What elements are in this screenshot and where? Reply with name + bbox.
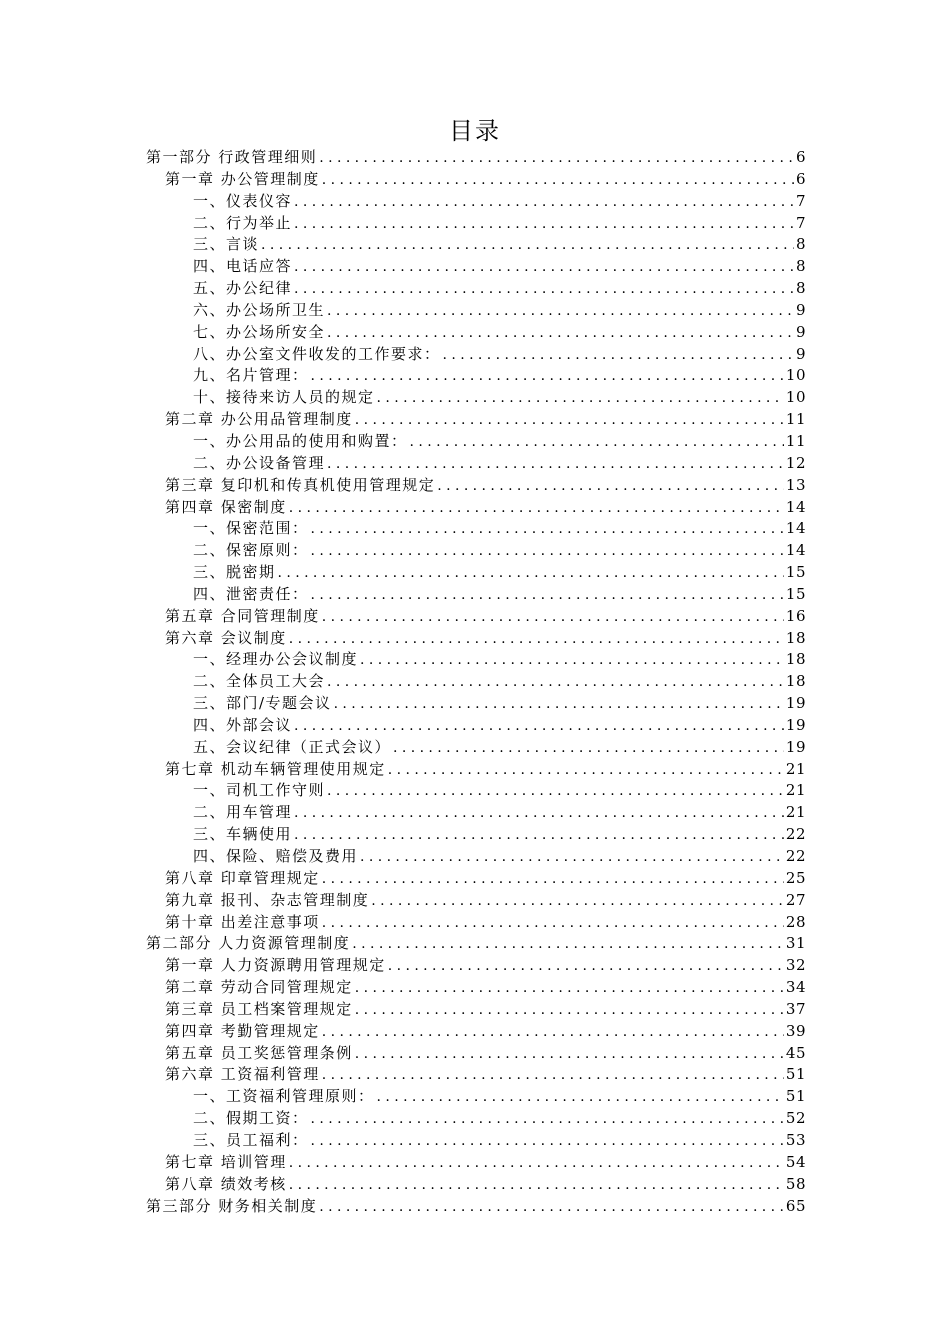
toc-entry[interactable] <box>146 693 806 715</box>
toc-entry-page-number: 54 <box>785 1152 806 1171</box>
toc-entry-label: 五、会议纪律（正式会议） <box>193 737 392 756</box>
toc-entry-page-number: 53 <box>785 1130 806 1149</box>
page-title: 目录 <box>449 117 501 145</box>
toc-entry-page-number: 58 <box>785 1174 806 1193</box>
toc-entry-label: 四、泄密责任： <box>193 584 309 603</box>
toc-dot-leader <box>334 694 784 716</box>
toc-dot-leader <box>355 410 784 432</box>
toc-entry-page-number: 34 <box>785 978 806 997</box>
toc-entry-label: 三、车辆使用 <box>193 825 293 844</box>
toc-dot-leader <box>311 1109 784 1131</box>
toc-entry[interactable] <box>146 824 806 846</box>
toc-entry-page-number: 21 <box>785 803 806 822</box>
toc-dot-leader <box>289 1175 784 1197</box>
toc-dot-leader <box>322 1065 784 1087</box>
toc-entry-label: 第四章 保密制度 <box>165 497 287 516</box>
toc-dot-leader <box>388 760 784 782</box>
toc-dot-leader <box>311 1131 784 1153</box>
toc-entry[interactable] <box>146 802 806 824</box>
toc-dot-leader <box>388 956 784 978</box>
toc-entry-page-number: 51 <box>785 1087 806 1106</box>
toc-dot-leader <box>355 1000 784 1022</box>
toc-dot-leader <box>437 476 784 498</box>
toc-dot-leader <box>322 1022 784 1044</box>
toc-entry-page-number: 19 <box>785 715 806 734</box>
toc-entry[interactable] <box>146 300 806 322</box>
toc-entry-label: 二、办公设备管理 <box>193 453 326 472</box>
toc-entry[interactable] <box>146 628 806 650</box>
toc-dot-leader <box>377 388 784 410</box>
toc-entry[interactable] <box>146 1086 806 1108</box>
toc-entry-label: 三、部门/专题会议 <box>193 694 332 713</box>
toc-dot-leader <box>322 869 784 891</box>
toc-entry-label: 四、外部会议 <box>193 715 293 734</box>
toc-entry[interactable] <box>146 606 806 628</box>
toc-dot-leader <box>410 432 784 454</box>
table-of-contents <box>146 147 806 1217</box>
toc-entry-page-number: 22 <box>785 825 806 844</box>
toc-entry[interactable] <box>146 912 806 934</box>
toc-entry[interactable] <box>146 169 806 191</box>
toc-entry-label: 一、司机工作守则 <box>193 781 326 800</box>
toc-entry[interactable] <box>146 1196 806 1218</box>
toc-entry-label: 第三部分 财务相关制度 <box>146 1196 318 1215</box>
toc-dot-leader <box>360 847 784 869</box>
toc-entry[interactable] <box>146 737 806 759</box>
toc-entry[interactable] <box>146 671 806 693</box>
toc-entry-label: 四、电话应答 <box>193 257 293 276</box>
toc-dot-leader <box>294 716 784 738</box>
toc-dot-leader <box>322 607 784 629</box>
toc-entry-label: 二、行为举止 <box>193 213 293 232</box>
toc-entry[interactable] <box>146 562 806 584</box>
toc-dot-leader <box>371 891 784 913</box>
toc-entry-label: 一、保密范围： <box>193 519 309 538</box>
toc-entry-label: 第二章 劳动合同管理规定 <box>165 978 353 997</box>
toc-entry-label: 第八章 绩效考核 <box>165 1174 287 1193</box>
toc-entry-label: 第六章 工资福利管理 <box>165 1065 320 1084</box>
toc-dot-leader <box>327 672 784 694</box>
toc-dot-leader <box>311 519 784 541</box>
toc-entry-page-number: 8 <box>795 257 806 276</box>
toc-dot-leader <box>355 1044 784 1066</box>
toc-entry-page-number: 22 <box>785 847 806 865</box>
toc-entry-page-number: 45 <box>785 1043 806 1062</box>
toc-entry-label: 第一章 办公管理制度 <box>165 169 320 188</box>
toc-entry-page-number: 10 <box>785 366 806 385</box>
toc-entry-label: 第四章 考勤管理规定 <box>165 1021 320 1040</box>
toc-entry-page-number: 19 <box>785 694 806 713</box>
toc-entry-label: 二、用车管理 <box>193 803 293 822</box>
toc-dot-leader <box>327 454 784 476</box>
toc-dot-leader <box>322 170 794 192</box>
toc-entry-page-number: 32 <box>785 956 806 975</box>
toc-dot-leader <box>261 235 794 257</box>
toc-entry[interactable] <box>146 1021 806 1043</box>
toc-dot-leader <box>294 257 794 279</box>
toc-dot-leader <box>278 563 784 585</box>
toc-entry-label: 三、言谈 <box>193 235 260 254</box>
toc-entry-page-number: 28 <box>785 912 806 931</box>
toc-entry[interactable] <box>146 344 806 366</box>
toc-dot-leader <box>311 366 784 388</box>
toc-entry-page-number: 37 <box>785 999 806 1018</box>
toc-entry-page-number: 12 <box>785 453 806 472</box>
toc-entry[interactable] <box>146 540 806 562</box>
toc-entry-page-number: 6 <box>795 148 806 166</box>
toc-entry[interactable] <box>146 387 806 409</box>
toc-entry[interactable] <box>146 1174 806 1196</box>
toc-entry[interactable] <box>146 584 806 606</box>
toc-entry-label: 十、接待来访人员的规定 <box>193 388 375 407</box>
toc-entry[interactable] <box>146 1043 806 1065</box>
toc-entry-label: 五、办公纪律 <box>193 279 293 298</box>
toc-entry-page-number: 21 <box>785 781 806 800</box>
toc-entry-page-number: 15 <box>785 563 806 582</box>
toc-entry-label: 第八章 印章管理规定 <box>165 868 320 887</box>
toc-entry-page-number: 9 <box>795 344 806 363</box>
toc-entry-page-number: 15 <box>785 584 806 603</box>
toc-entry-page-number: 11 <box>785 431 806 450</box>
toc-entry[interactable] <box>146 147 806 169</box>
toc-entry[interactable] <box>146 999 806 1021</box>
toc-entry-page-number: 6 <box>795 169 806 188</box>
toc-entry-page-number: 18 <box>785 628 806 647</box>
toc-entry[interactable] <box>146 1130 806 1152</box>
toc-dot-leader <box>289 498 784 520</box>
toc-dot-leader <box>393 738 784 760</box>
toc-entry[interactable] <box>146 780 806 802</box>
toc-entry-page-number: 65 <box>785 1196 806 1215</box>
toc-entry-page-number: 10 <box>785 388 806 407</box>
toc-entry-page-number: 27 <box>785 890 806 909</box>
toc-entry-page-number: 7 <box>795 213 806 232</box>
toc-entry-label: 二、全体员工大会 <box>193 672 326 691</box>
toc-entry-page-number: 52 <box>785 1109 806 1128</box>
toc-entry-page-number: 13 <box>785 475 806 494</box>
toc-entry-label: 四、保险、赔偿及费用 <box>193 847 359 865</box>
toc-entry[interactable] <box>146 213 806 235</box>
toc-entry[interactable] <box>146 933 806 955</box>
toc-entry[interactable] <box>146 278 806 300</box>
toc-entry-label: 九、名片管理： <box>193 366 309 385</box>
toc-entry[interactable] <box>146 453 806 475</box>
toc-entry[interactable] <box>146 431 806 453</box>
toc-entry[interactable] <box>146 365 806 387</box>
toc-entry-label: 第九章 报刊、杂志管理制度 <box>165 890 370 909</box>
toc-entry-page-number: 51 <box>785 1065 806 1084</box>
toc-entry[interactable] <box>146 649 806 671</box>
toc-entry-label: 一、仪表仪容 <box>193 191 293 210</box>
toc-entry-label: 第五章 合同管理制度 <box>165 606 320 625</box>
toc-entry[interactable] <box>146 409 806 431</box>
toc-entry-label: 一、工资福利管理原则： <box>193 1087 375 1106</box>
toc-entry-label: 一、经理办公会议制度 <box>193 650 359 669</box>
toc-entry-page-number: 8 <box>795 235 806 254</box>
toc-dot-leader <box>294 279 794 301</box>
toc-entry-label: 八、办公室文件收发的工作要求： <box>193 344 441 363</box>
toc-dot-leader <box>311 541 784 563</box>
toc-entry[interactable] <box>146 977 806 999</box>
toc-entry[interactable] <box>146 759 806 781</box>
toc-entry-label: 三、脱密期 <box>193 563 276 582</box>
toc-entry-page-number: 9 <box>795 300 806 319</box>
toc-entry[interactable] <box>146 1108 806 1130</box>
toc-dot-leader <box>311 585 784 607</box>
toc-entry-label: 第一章 人力资源聘用管理规定 <box>165 956 386 975</box>
toc-entry-label: 第三章 员工档案管理规定 <box>165 999 353 1018</box>
toc-entry[interactable] <box>146 1064 806 1086</box>
toc-dot-leader <box>289 629 784 651</box>
toc-dot-leader <box>294 825 784 847</box>
toc-entry-label: 第十章 出差注意事项 <box>165 912 320 931</box>
toc-dot-leader <box>352 934 784 956</box>
toc-entry-label: 二、保密原则： <box>193 541 309 560</box>
toc-dot-leader <box>322 913 784 935</box>
toc-entry-page-number: 8 <box>795 279 806 298</box>
toc-entry-page-number: 7 <box>795 191 806 210</box>
toc-entry-page-number: 9 <box>795 322 806 341</box>
toc-entry[interactable] <box>146 868 806 890</box>
toc-entry-label: 七、办公场所安全 <box>193 322 326 341</box>
toc-entry[interactable] <box>146 322 806 344</box>
toc-dot-leader <box>327 781 784 803</box>
toc-dot-leader <box>294 214 794 236</box>
toc-entry-label: 一、办公用品的使用和购置： <box>193 431 408 450</box>
toc-dot-leader <box>377 1087 784 1109</box>
toc-dot-leader <box>327 301 794 323</box>
toc-entry-page-number: 14 <box>785 519 806 538</box>
toc-entry-label: 第一部分 行政管理细则 <box>146 148 318 166</box>
toc-entry-page-number: 25 <box>785 868 806 887</box>
toc-entry[interactable] <box>146 497 806 519</box>
toc-entry-label: 第三章 复印机和传真机使用管理规定 <box>165 475 436 494</box>
toc-entry-label: 三、员工福利： <box>193 1130 309 1149</box>
toc-entry-page-number: 11 <box>785 410 806 429</box>
toc-dot-leader <box>294 803 784 825</box>
toc-entry-label: 六、办公场所卫生 <box>193 300 326 319</box>
toc-dot-leader <box>443 345 794 367</box>
toc-dot-leader <box>327 323 794 345</box>
toc-entry-page-number: 18 <box>785 672 806 691</box>
toc-entry[interactable] <box>146 191 806 213</box>
toc-dot-leader <box>319 1197 784 1219</box>
toc-entry-label: 第二部分 人力资源管理制度 <box>146 934 351 953</box>
toc-entry[interactable] <box>146 234 806 256</box>
toc-entry-label: 第五章 员工奖惩管理条例 <box>165 1043 353 1062</box>
toc-entry[interactable] <box>146 1152 806 1174</box>
toc-entry-page-number: 14 <box>785 497 806 516</box>
toc-dot-leader <box>360 650 784 672</box>
toc-entry-page-number: 18 <box>785 650 806 669</box>
toc-entry[interactable] <box>146 890 806 912</box>
toc-entry-page-number: 19 <box>785 737 806 756</box>
toc-entry[interactable] <box>146 846 806 868</box>
toc-entry-label: 第六章 会议制度 <box>165 628 287 647</box>
toc-entry-page-number: 39 <box>785 1021 806 1040</box>
toc-entry-page-number: 14 <box>785 541 806 560</box>
toc-entry-page-number: 21 <box>785 759 806 778</box>
toc-entry[interactable] <box>146 256 806 278</box>
toc-entry[interactable] <box>146 955 806 977</box>
toc-entry[interactable] <box>146 475 806 497</box>
toc-entry-label: 第七章 培训管理 <box>165 1152 287 1171</box>
toc-dot-leader <box>319 148 794 170</box>
toc-dot-leader <box>289 1153 784 1175</box>
toc-entry-label: 二、假期工资： <box>193 1109 309 1128</box>
toc-entry-label: 第七章 机动车辆管理使用规定 <box>165 759 386 778</box>
toc-entry-page-number: 16 <box>785 606 806 625</box>
toc-entry-label: 第二章 办公用品管理制度 <box>165 410 353 429</box>
toc-dot-leader <box>294 192 794 214</box>
toc-entry[interactable] <box>146 715 806 737</box>
toc-dot-leader <box>355 978 784 1000</box>
toc-entry-page-number: 31 <box>785 934 806 953</box>
toc-entry[interactable] <box>146 518 806 540</box>
